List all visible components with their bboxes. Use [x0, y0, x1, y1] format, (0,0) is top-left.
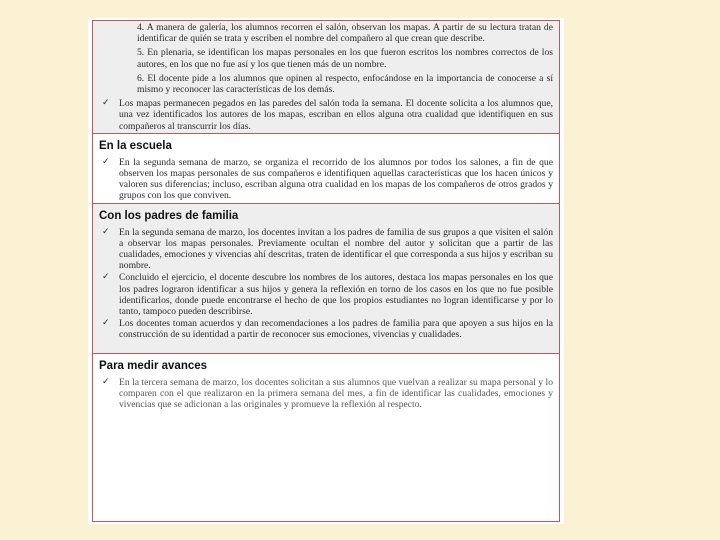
checkmark-icon: ✓: [102, 226, 110, 237]
section-title-padres: Con los padres de familia: [99, 209, 239, 222]
check-text: En la tercera semana de marzo, los docentes solicitan a sus alumnos que vuelvan a realizar su mapa personal y lo comparen con el que realizaron en la primera semana del mes, a fin de identificar las cualidades, emociones y vivencias que se adicionan a las originales y promueve la reflexión al respecto.: [119, 376, 553, 411]
check-item: [99, 98, 553, 132]
check-item: [99, 377, 553, 411]
checkmark-icon: ✓: [102, 156, 110, 167]
numbered-steps: [93, 21, 559, 95]
check-item: [99, 272, 553, 317]
check-text: En la segunda semana de marzo, se organiza el recorrido de los alumnos por todos los salones, a fin de que observen los mapas personales de sus compañeros e identifiquen aquellas características que los hacen únicos y valoren sus diferencias; incluso, escriban alguna otra cualidad en los mapas de los compañeros de otros grados y grupos con los que conviven.: [119, 156, 553, 202]
section-title-escuela: En la escuela: [99, 139, 172, 152]
step-4: 4. A manera de galería, los alumnos recorren el salón, observan los mapas. A partir de su lectura tratan de identificar de quién se trata y escriben el nombre del compañero al que crean que describe.: [137, 22, 553, 45]
activity-table: [92, 20, 560, 522]
section-avances: [93, 354, 559, 411]
escuela-checklist: [93, 157, 559, 202]
check-text: Los mapas permanecen pegados en las paredes del salón toda la semana. El docente solicita a los alumnos que, una vez identificados los autores de los mapas, escriban en ellos alguna otra cualidad que identifiquen en sus compañeros al transcurrir los días.: [119, 98, 553, 132]
check-item: [99, 318, 553, 340]
checkmark-icon: ✓: [102, 272, 110, 283]
check-text: En la segunda semana de marzo, los docentes invitan a los padres de familia de sus grupos a que visiten el salón a observar los mapas personales. Previamente ocultan el nombre del autor y solicitan que a partir de las cualidades, emociones y vivencias ahí descritas, traten de identificar el que corresponda a sus hijos y escriban su nombre.: [119, 226, 553, 272]
checkmark-icon: ✓: [102, 98, 110, 109]
avances-checklist: [93, 377, 559, 411]
document-page: [88, 18, 564, 524]
section-escuela: [93, 134, 559, 204]
checkmark-icon: ✓: [102, 318, 110, 329]
checkmark-icon: ✓: [102, 376, 110, 387]
check-item: [99, 157, 553, 202]
check-text: Concluido el ejercicio, el docente descubre los nombres de los autores, destaca los mapas personales en los que los padres lograron identificar a sus hijos y genera la reflexión en torno de los casos en los que no fue posible identificarlos, donde puede encontrarse el hecho de que los propios estudiantes no logran identificarse y por lo tanto, tampoco pueden describirse.: [119, 272, 553, 318]
section-intro: [93, 21, 559, 134]
step-6: 6. El docente pide a los alumnos que opinen al respecto, enfocándose en la importancia de conocerse a sí mismo y reconocer las características de los demás.: [137, 72, 553, 96]
check-text: Los docentes toman acuerdos y dan recomendaciones a los padres de familia para que apoyen a sus hijos en la construcción de su identidad a partir de reconocer sus emociones, vivencias y cualidades.: [119, 318, 553, 341]
padres-checklist: [93, 227, 559, 341]
step-5: 5. En plenaria, se identifican los mapas personales en los que fueron escritos los nombres correctos de los autores, en los que no fue así y los que tienen más de un nombre.: [137, 47, 553, 70]
check-item: [99, 227, 553, 272]
section-padres: [93, 204, 559, 354]
empty-check-row: [93, 342, 559, 353]
section-title-avances: Para medir avances: [99, 359, 208, 372]
intro-checklist: [93, 98, 559, 132]
